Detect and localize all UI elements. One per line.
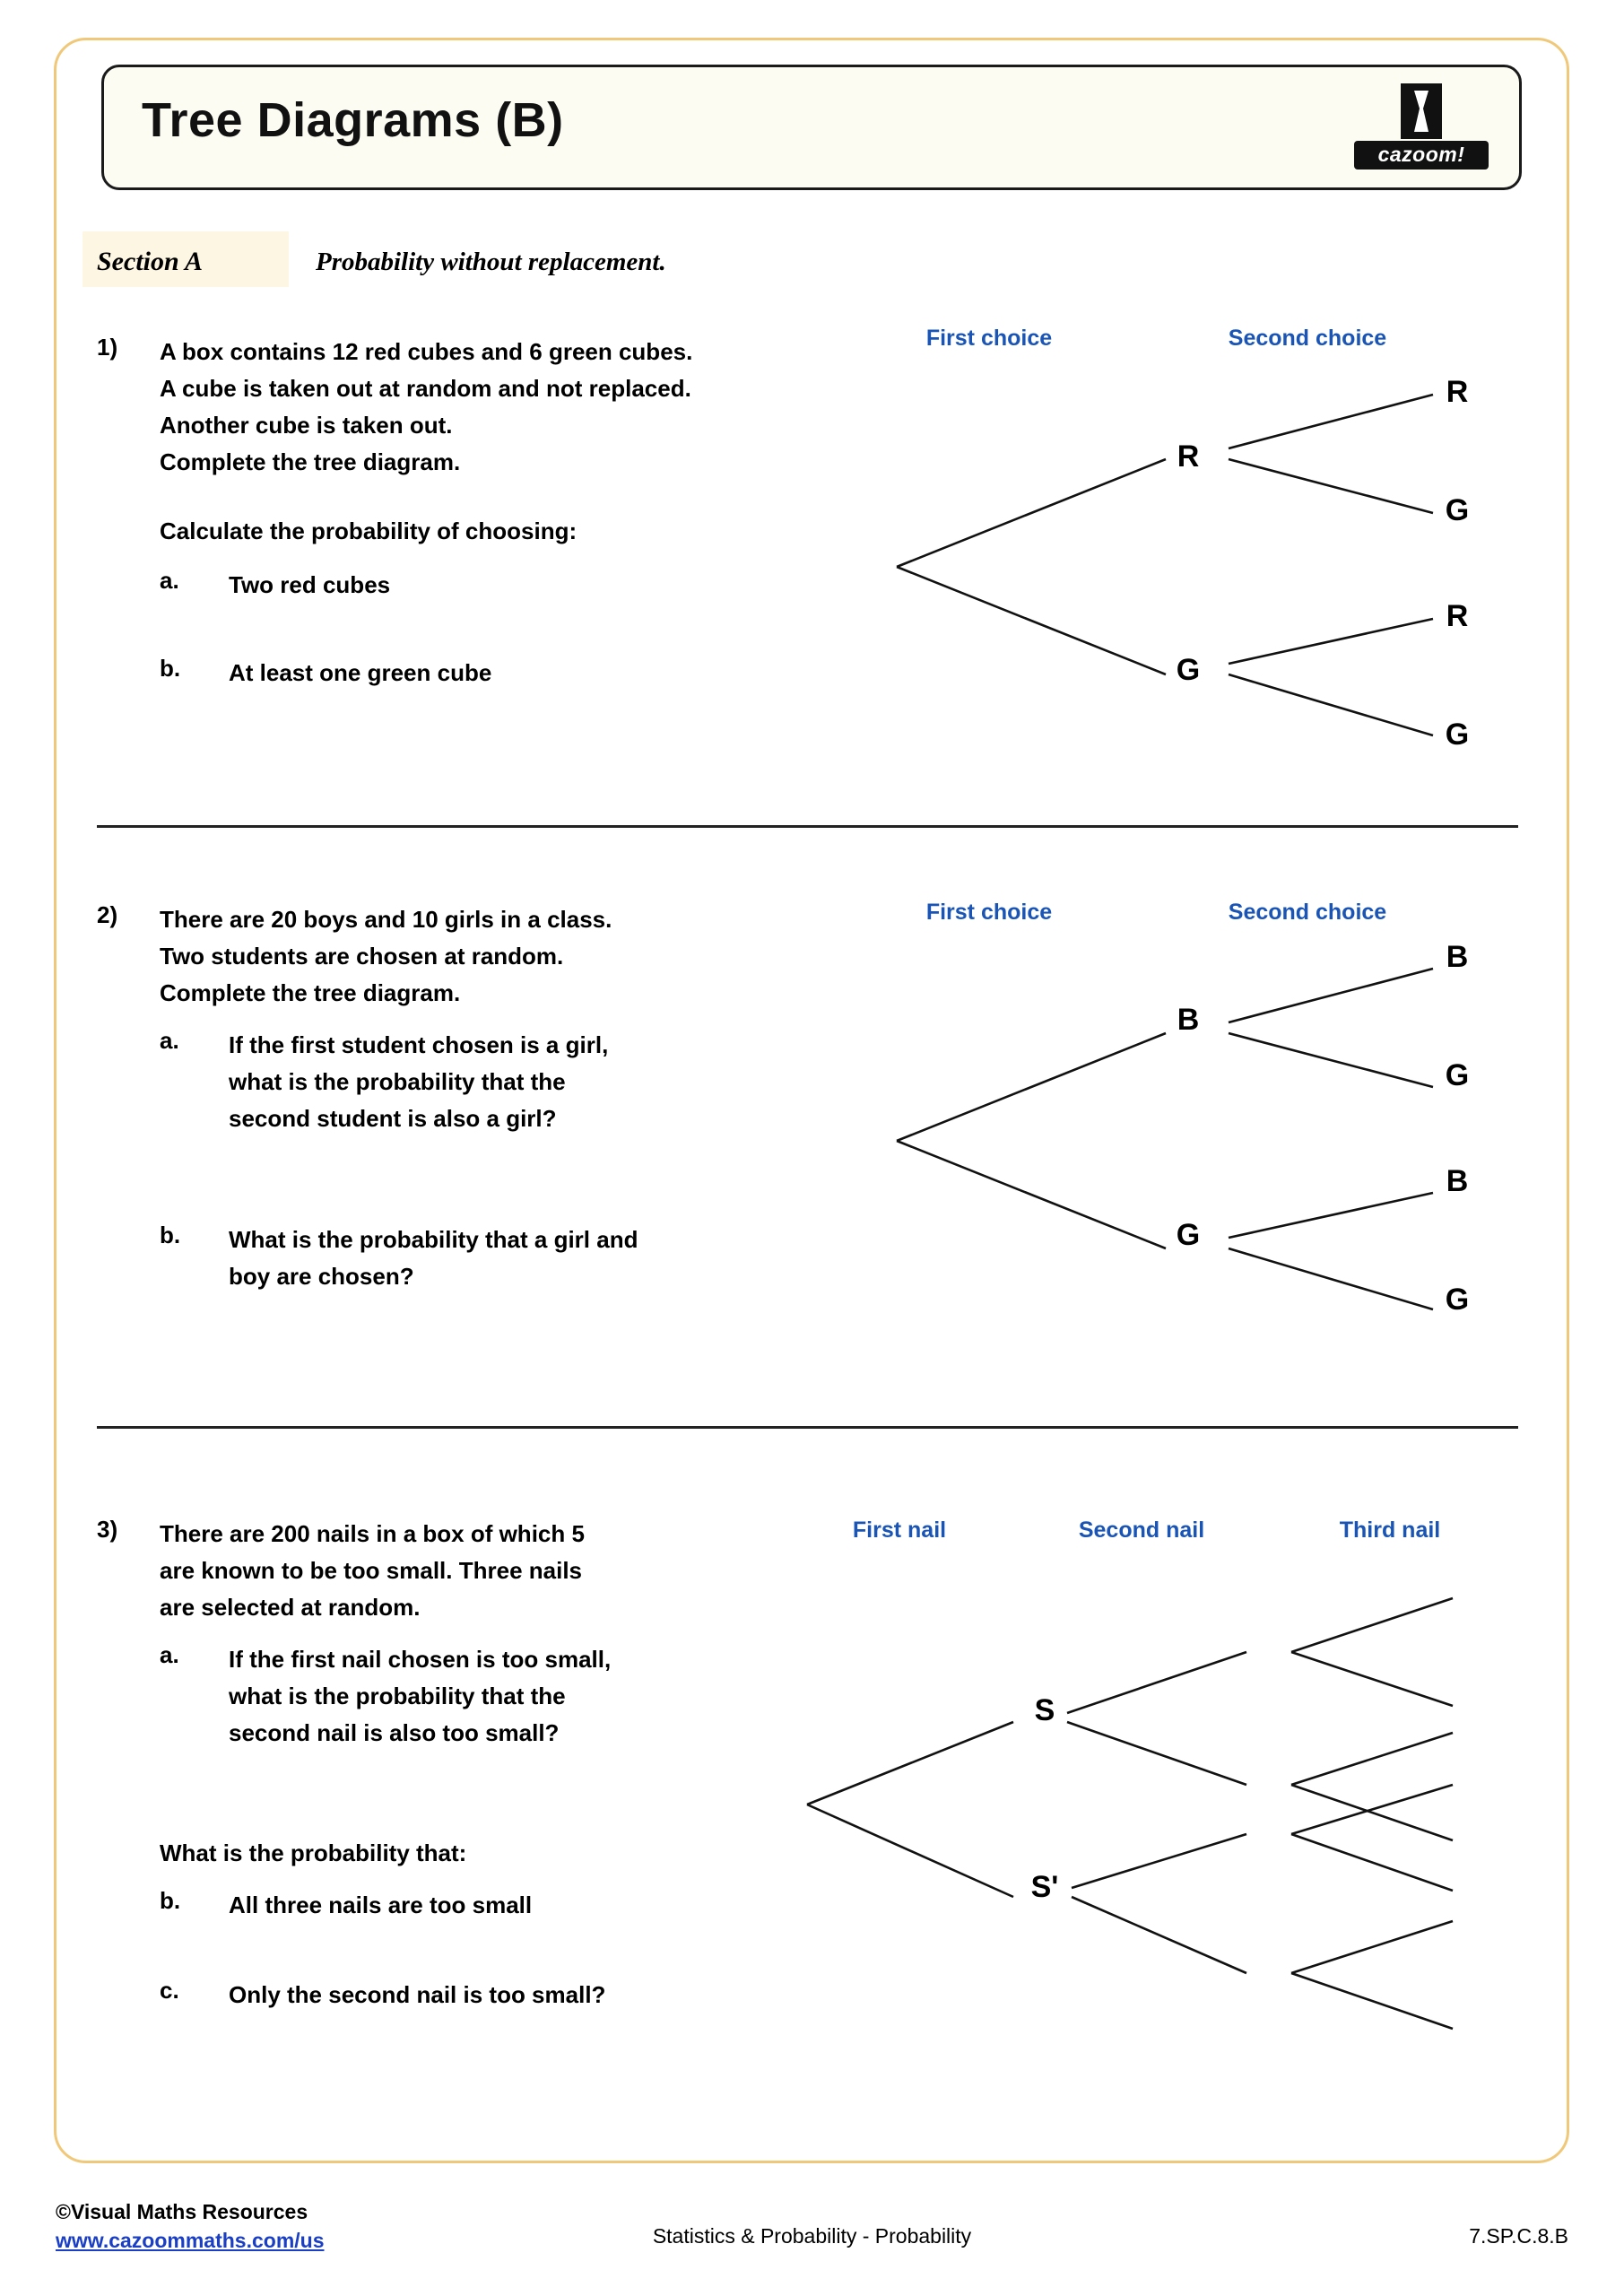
question-1-tree-second-header: Second choice <box>1228 326 1387 351</box>
question-2-node-level2-1: G <box>1445 1058 1470 1092</box>
footer-website-link[interactable]: www.cazoommaths.com/us <box>56 2229 325 2252</box>
question-3-body-line-1: There are 200 nails in a box of which 5 <box>160 1520 585 1547</box>
question-3-part-c-letter: c. <box>160 1977 179 2004</box>
question-2-node-level2-3: G <box>1445 1283 1470 1317</box>
question-2-part-b-letter: b. <box>160 1222 181 1248</box>
logo-wordmark: cazoom! <box>1354 141 1489 170</box>
question-2-node-level2-2: B <box>1446 1164 1469 1198</box>
question-2-part-a-text-line-3: second student is also a girl? <box>229 1105 557 1132</box>
question-2-part-a-text-line-2: what is the probability that the <box>229 1068 566 1095</box>
question-1-number: 1) <box>97 334 118 361</box>
question-1-node-level2-2: R <box>1446 599 1469 633</box>
question-3-part-b-letter: b. <box>160 1887 181 1914</box>
question-3-node-level1-1: S' <box>1030 1870 1059 1904</box>
question-2-body-line-1: There are 20 boys and 10 girls in a class. <box>160 906 612 933</box>
question-2-node-level2-0: B <box>1446 940 1469 974</box>
question-1-node-level1-1: G <box>1176 653 1201 687</box>
question-1-part-a-text: Two red cubes <box>229 571 391 598</box>
question-2-part-b-text-line-1: What is the probability that a girl and <box>229 1226 638 1253</box>
section-description: Probability without replacement. <box>316 248 666 276</box>
question-3-part-c-text-line-1: Only the second nail is too small? <box>229 1981 606 2008</box>
divider-1 <box>97 825 1518 828</box>
question-3-tree-first-header: First nail <box>852 1518 947 1543</box>
question-3-body-line-2: are known to be too small. Three nails <box>160 1557 582 1584</box>
question-2-tree-lines <box>0 861 1624 1399</box>
question-1-prompt: Calculate the probability of choosing: <box>160 517 578 544</box>
footer-topic: Statistics & Probability - Probability <box>652 2224 972 2248</box>
question-3-number: 3) <box>97 1516 118 1543</box>
question-1-body-line-4: Complete the tree diagram. <box>160 448 461 475</box>
question-2-node-level1-0: B <box>1177 1003 1200 1037</box>
question-1-node-level2-1: G <box>1445 493 1470 527</box>
footer-standard-code: 7.SP.C.8.B <box>1469 2224 1568 2248</box>
question-3-tree-second-header: Second nail <box>1078 1518 1205 1543</box>
question-3-prompt: What is the probability that: <box>160 1839 467 1866</box>
question-1-part-a-letter: a. <box>160 567 179 594</box>
footer-copyright: ©Visual Maths Resources <box>56 2200 308 2223</box>
section-label: Section A <box>97 247 204 276</box>
page-title: Tree Diagrams (B) <box>142 93 564 147</box>
question-2-part-a-text-line-1: If the first student chosen is a girl, <box>229 1031 609 1058</box>
question-2-part-b-text-line-2: boy are chosen? <box>229 1263 414 1290</box>
question-3-tree-lines <box>0 1489 1624 2170</box>
question-1-part-b-text: At least one green cube <box>229 659 492 686</box>
question-2-tree-second-header: Second choice <box>1228 900 1387 925</box>
question-1-node-level2-3: G <box>1445 718 1470 752</box>
question-1-part-b-letter: b. <box>160 655 181 682</box>
question-3-part-a-text-line-3: second nail is also too small? <box>229 1719 560 1746</box>
question-3-part-a-letter: a. <box>160 1641 179 1668</box>
question-2-number: 2) <box>97 901 118 928</box>
question-1-tree-first-header: First choice <box>925 326 1053 351</box>
question-2-body-line-3: Complete the tree diagram. <box>160 979 461 1006</box>
divider-2 <box>97 1426 1518 1429</box>
question-2-node-level1-1: G <box>1176 1218 1201 1252</box>
question-3-body-line-3: are selected at random. <box>160 1594 421 1621</box>
question-1-tree-lines <box>0 0 1624 807</box>
question-1-body-line-2: A cube is taken out at random and not replaced. <box>160 375 691 402</box>
question-1-node-level2-0: R <box>1446 375 1469 409</box>
question-2-body-line-2: Two students are chosen at random. <box>160 943 564 970</box>
question-3-part-a-text-line-2: what is the probability that the <box>229 1683 566 1709</box>
question-2-tree-first-header: First choice <box>925 900 1053 925</box>
question-1-node-level1-0: R <box>1177 439 1200 474</box>
question-2-part-a-letter: a. <box>160 1027 179 1054</box>
question-3-tree-third-header: Third nail <box>1339 1518 1441 1543</box>
question-1-body-line-1: A box contains 12 red cubes and 6 green cubes. <box>160 338 693 365</box>
question-3-part-b-text-line-1: All three nails are too small <box>229 1892 533 1918</box>
question-1-body-line-3: Another cube is taken out. <box>160 412 453 439</box>
question-3-node-level1-0: S <box>1034 1693 1055 1727</box>
question-3-part-a-text-line-1: If the first nail chosen is too small, <box>229 1646 612 1673</box>
